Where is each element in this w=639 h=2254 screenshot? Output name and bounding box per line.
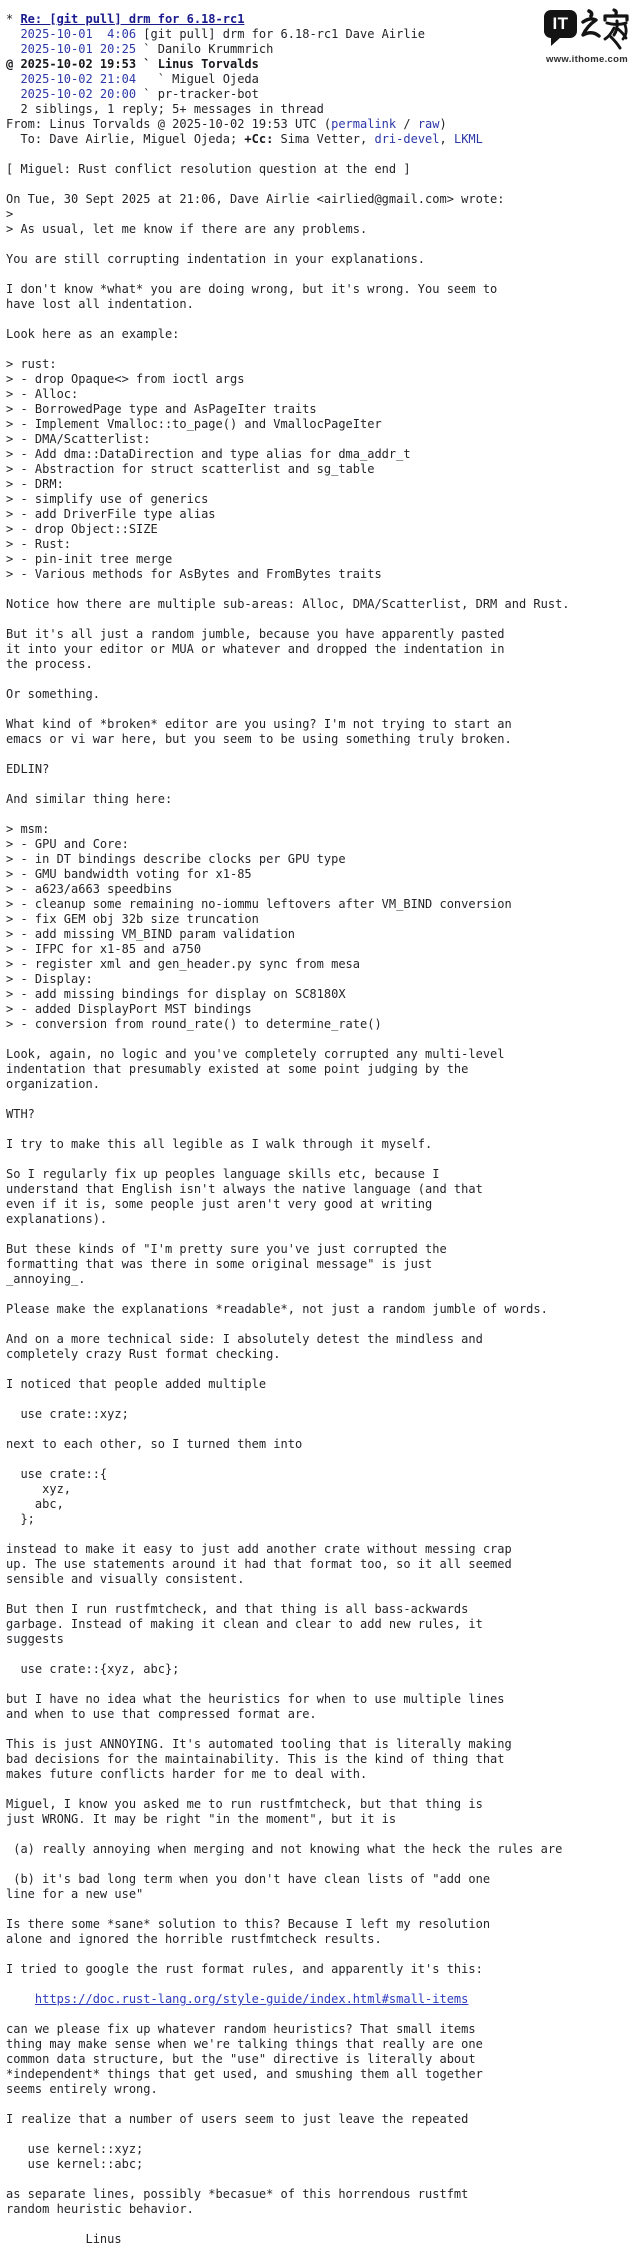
message-line [6,1917,639,1932]
text [6,27,20,41]
message-line [6,702,639,717]
message-line [6,1482,639,1497]
lkml-link[interactable]: LKML [453,132,483,146]
text: instead to make it easy to just add another crate without messing crap [6,1542,512,1556]
text: I tried to google the rust format rules, and apparently it's this: [6,1962,483,1976]
message-line [6,192,639,207]
text: 2 siblings, 1 reply; 5+ messages in thread [6,102,324,116]
message-line [6,897,639,912]
message-line [6,1857,639,1872]
text: > - simplify use of generics [6,492,209,506]
message-line [6,1437,639,1452]
text: use kernel::abc; [6,2157,144,2171]
message-line [6,597,639,612]
message-line [6,1542,639,1557]
text: > - pin-init tree merge [6,552,173,566]
ithome-logo-cjk-icon [581,8,631,50]
message-line [6,2022,639,2037]
message-line [6,1122,639,1137]
message-line [6,1152,639,1167]
message-line [6,1347,639,1362]
text: > - add missing VM_BIND param validation [6,927,295,941]
message-line [6,852,639,867]
message-line [6,1032,639,1047]
message-line [6,1047,639,1062]
message-line [6,1287,639,1302]
text: seems entirely wrong. [6,2082,158,2096]
message-line [6,1527,639,1542]
message-line [6,477,639,492]
thread-overview-line [6,87,639,102]
message-line [6,2202,639,2217]
text: can we please fix up whatever random heuristics? That small items [6,2022,476,2036]
message-line [6,2082,639,2097]
text: ` pr-tracker-bot [136,87,259,101]
text: But it's all just a random jumble, because you have apparently pasted [6,627,505,641]
text: > - add missing bindings for display on SC8180X [6,987,346,1001]
text: I realize that a number of users seem to just leave the repeated [6,2112,469,2126]
text: You are still corrupting indentation in your explanations. [6,252,426,266]
message-line [6,252,639,267]
message-line [6,642,639,657]
message-line [6,1107,639,1122]
text: use crate::{ [6,1467,108,1481]
text: > - BorrowedPage type and AsPageIter traits [6,402,317,416]
text: completely crazy Rust format checking. [6,1347,281,1361]
message-line [6,1272,639,1287]
dri-devel-link[interactable]: dri-devel [374,132,440,146]
text: but I have no idea what the heuristics for when to use multiple lines [6,1692,505,1706]
text: I noticed that people added multiple [6,1377,267,1391]
message-line [6,1572,639,1587]
text: / [396,117,418,131]
message-line [6,1557,639,1572]
text: Is there some *sane* solution to this? Because I left my resolution [6,1917,491,1931]
from-line [6,117,639,132]
message-line [6,297,639,312]
thread-stats-line [6,102,639,117]
text: ) [439,117,447,131]
text [6,42,20,56]
text: > - a623/a663 speedbins [6,882,173,896]
message-line [6,162,639,177]
message-line [6,837,639,852]
message-line [6,2142,639,2157]
message-line [6,2157,639,2172]
text: , [439,132,454,146]
text: > rust: [6,357,57,371]
text [6,72,20,86]
text: On Tue, 30 Sept 2025 at 21:06, Dave Airlie <airlied@gmail.com> wrote: [6,192,505,206]
text: > - add DriverFile type alias [6,507,216,521]
text: Or something. [6,687,100,701]
to-line [6,132,639,147]
message-line [6,627,639,642]
message-line [6,1452,639,1467]
text: > - GMU bandwidth voting for x1-85 [6,867,252,881]
message-line [6,282,639,297]
message-body [6,12,639,2247]
message-line [6,762,639,777]
text: > - Abstraction for struct scatterlist and sg_table [6,462,375,476]
text: _annoying_. [6,1272,86,1286]
message-line [6,582,639,597]
text: > - DRM: [6,477,64,491]
message-line [6,1302,639,1317]
message-line [6,1842,639,1857]
message-line [6,1002,639,1017]
message-line [6,552,639,567]
message-line [6,777,639,792]
message-line [6,2007,639,2022]
message-line [6,1017,639,1032]
message-line [6,1227,639,1242]
permalink-link[interactable]: permalink [331,117,397,131]
text: makes future conflicts harder for me to deal with. [6,1767,368,1781]
message-line [6,402,639,417]
text: I try to make this all legible as I walk through it myself. [6,1137,433,1151]
text: as separate lines, possibly *becasue* of this horrendous rustfmt [6,2187,469,2201]
message-line [6,1782,639,1797]
message-line [6,882,639,897]
text: WTH? [6,1107,35,1121]
text: But these kinds of "I'm pretty sure you've just corrupted the [6,1242,447,1256]
text: > - fix GEM obj 32b size truncation [6,912,259,926]
text: }; [6,1512,35,1526]
text: What kind of *broken* editor are you using? I'm not trying to start an [6,717,512,731]
message-line [6,1662,639,1677]
message-line [6,1212,639,1227]
text: bad decisions for the maintainability. This is the kind of thing that [6,1752,505,1766]
message-line [6,912,639,927]
message-line [6,1587,639,1602]
message-line [6,1767,639,1782]
text: use kernel::xyz; [6,2142,144,2156]
thread-title-link[interactable]: Re: [git pull] drm for 6.18-rc1 [20,12,245,26]
text: alone and ignored the horrible rustfmtcheck results. [6,1932,382,1946]
message-line [6,732,639,747]
message-line [6,147,639,162]
message-line [6,1647,639,1662]
text: Look, again, no logic and you've completely corrupted any multi-level [6,1047,505,1061]
text: Sima Vetter, [273,132,375,146]
message-line [6,2097,639,2112]
message-line [6,1362,639,1377]
message-line [6,1977,639,1992]
message-line [6,342,639,357]
text: > - conversion from round_rate() to determine_rate() [6,1017,382,1031]
message-line [6,537,639,552]
message-line [6,2187,639,2202]
text: > - Add dma::DataDirection and type alias for dma_addr_t [6,447,411,461]
text: > - IFPC for x1-85 and a750 [6,942,202,956]
text: > - drop Object::SIZE [6,522,158,536]
message-line [6,372,639,387]
message-line [6,2172,639,2187]
message-line [6,1332,639,1347]
text: > [6,207,14,221]
text: sensible and visually consistent. [6,1572,245,1586]
text: > - drop Opaque<> from ioctl args [6,372,245,386]
text: just WRONG. It may be right "in the moment", but it is [6,1812,397,1826]
message-line [6,357,639,372]
text: @ 2025-10-02 19:53 ` Linus Torvalds [6,57,259,71]
message-line [6,2127,639,2142]
speech-bubble-tail-icon [551,37,561,46]
message-line [6,1602,639,1617]
message-line [6,1317,639,1332]
message-line [6,1062,639,1077]
text: and when to use that compressed format are. [6,1707,317,1721]
text: use crate::{xyz, abc}; [6,1662,180,1676]
style-guide-link[interactable]: https://doc.rust-lang.org/style-guide/index.html#small-items [34,1992,469,2006]
text: xyz, [6,1482,72,1496]
text: > - register xml and gen_header.py sync from mesa [6,957,361,971]
text: > - Rust: [6,537,72,551]
ithome-watermark [541,8,633,65]
text: > - in DT bindings describe clocks per GPU type [6,852,346,866]
text: understand that English isn't always the native language (and that [6,1182,483,1196]
ithome-site-url: www.ithome.com [546,54,628,65]
text: > - GPU and Core: [6,837,129,851]
text: > msm: [6,822,50,836]
message-line [6,2112,639,2127]
message-line [6,237,639,252]
text: (b) it's bad long term when you don't have clean lists of "add one [6,1872,491,1886]
message-line [6,522,639,537]
ithome-logo-bubble [544,10,577,38]
message-line [6,927,639,942]
text: And on a more technical side: I absolutely detest the mindless and [6,1332,483,1346]
text [6,87,20,101]
text: EDLIN? [6,762,50,776]
message-line [6,1392,639,1407]
message-line [6,2037,639,2052]
message-line [6,1137,639,1152]
message-line [6,507,639,522]
text: > - Alloc: [6,387,79,401]
text: (a) really annoying when merging and not knowing what the heck the rules are [6,1842,563,1856]
message-line [6,1092,639,1107]
text: emacs or vi war here, but you seem to be using something truly broken. [6,732,512,746]
text: next to each other, so I turned them into [6,1437,303,1451]
message-line [6,177,639,192]
text: garbage. Instead of making it clean and clear to add new rules, it [6,1617,483,1631]
text: common data structure, but the "use" directive is literally about [6,2052,476,2066]
message-line [6,447,639,462]
message-line [6,1257,639,1272]
text: > - DMA/Scatterlist: [6,432,151,446]
message-line [6,222,639,237]
thread-date-link[interactable]: 2025-10-02 21:04 [20,72,137,86]
text: > As usual, let me know if there are any problems. [6,222,368,236]
url-line [6,1992,639,2007]
text: > - cleanup some remaining no-iommu leftovers after VM_BIND conversion [6,897,512,911]
text: indentation that presumably existed at some point judging by the [6,1062,469,1076]
message-line [6,1812,639,1827]
message-line [6,1947,639,1962]
message-line [6,1512,639,1527]
text: explanations). [6,1212,108,1226]
message-line [6,1692,639,1707]
message-line [6,1797,639,1812]
message-line [6,972,639,987]
text [6,1992,35,2006]
raw-link[interactable]: raw [417,117,440,131]
message-line [6,327,639,342]
text: the process. [6,657,93,671]
text: > - Implement Vmalloc::to_page() and VmallocPageIter [6,417,382,431]
signature-line [6,2232,639,2247]
message-line [6,1632,639,1647]
message-line [6,432,639,447]
message-line [6,1407,639,1422]
text: abc, [6,1497,64,1511]
message-line [6,657,639,672]
message-line [6,1077,639,1092]
thread-date-link[interactable]: 2025-10-02 20:00 [20,87,137,101]
message-line [6,1887,639,1902]
text: use crate::xyz; [6,1407,129,1421]
text: Notice how there are multiple sub-areas: Alloc, DMA/Scatterlist, DRM and Rust. [6,597,570,611]
text: even if it is, some people just aren't very good at writing [6,1197,433,1211]
text: up. The use statements around it had that format too, so it all seemed [6,1557,512,1571]
message-line [6,792,639,807]
text: it into your editor or MUA or whatever and dropped the indentation in [6,642,505,656]
message-line [6,1677,639,1692]
text: formatting that was there in some original message" is just [6,1257,433,1271]
message-line [6,957,639,972]
text: ` Miguel Ojeda [136,72,259,86]
message-line [6,1422,639,1437]
text: thing may make sense when we're talking things that really are one [6,2037,483,2051]
ithome-logo-text: IT [552,14,569,33]
message-line [6,867,639,882]
message-line [6,1467,639,1482]
message-line [6,717,639,732]
message-line [6,567,639,582]
text: I don't know *what* you are doing wrong, but it's wrong. You seem to [6,282,498,296]
message-line [6,1932,639,1947]
message-line [6,1707,639,1722]
message-line [6,1242,639,1257]
text: [ Miguel: Rust conflict resolution question at the end ] [6,162,411,176]
text: have lost all indentation. [6,297,194,311]
message-line [6,1737,639,1752]
message-line [6,1617,639,1632]
text: But then I run rustfmtcheck, and that thing is all bass-ackwards [6,1602,469,1616]
message-line [6,462,639,477]
text: line for a new use" [6,1887,144,1901]
message-line [6,1902,639,1917]
text: Please make the explanations *readable*, not just a random jumble of words. [6,1302,548,1316]
text: ` Danilo Krummrich [136,42,274,56]
message-line [6,1752,639,1767]
message-line [6,612,639,627]
ithome-logo [541,8,633,50]
message-line [6,1722,639,1737]
text: To: Dave Airlie, Miguel Ojeda; [6,132,245,146]
message-line [6,387,639,402]
text: Look here as an example: [6,327,180,341]
text: > - Various methods for AsBytes and FromBytes traits [6,567,382,581]
message-line [6,492,639,507]
thread-date-link[interactable]: 2025-10-01 20:25 [20,42,137,56]
message-line [6,1182,639,1197]
text: +Cc: [244,132,274,146]
thread-overview-line [6,72,639,87]
text: random heuristic behavior. [6,2202,194,2216]
message-line [6,1377,639,1392]
message-line [6,942,639,957]
message-line [6,1197,639,1212]
message-line [6,2067,639,2082]
message-line [6,207,639,222]
text: suggests [6,1632,64,1646]
message-line [6,687,639,702]
text: [git pull] drm for 6.18-rc1 Dave Airlie [136,27,426,41]
text: Linus [6,2232,122,2246]
text: * [6,12,21,26]
text: > - Display: [6,972,93,986]
message-line [6,987,639,1002]
thread-date-link[interactable]: 2025-10-01 4:06 [20,27,137,41]
message-line [6,807,639,822]
message-line [6,1827,639,1842]
message-line [6,1872,639,1887]
message-line [6,2217,639,2232]
message-line [6,1962,639,1977]
message-line [6,747,639,762]
message-line [6,2052,639,2067]
text: Miguel, I know you asked me to run rustfmtcheck, but that thing is [6,1797,483,1811]
message-line [6,312,639,327]
text: So I regularly fix up peoples language skills etc, because I [6,1167,440,1181]
message-line [6,1497,639,1512]
message-line [6,267,639,282]
message-line [6,822,639,837]
message-line [6,672,639,687]
text: This is just ANNOYING. It's automated tooling that is literally making [6,1737,512,1751]
text: > - added DisplayPort MST bindings [6,1002,252,1016]
text: *independent* things that get used, and smushing them all together [6,2067,483,2081]
message-line [6,417,639,432]
text: And similar thing here: [6,792,173,806]
text: organization. [6,1077,100,1091]
text: From: Linus Torvalds @ 2025-10-02 19:53 UTC ( [6,117,332,131]
message-line [6,1167,639,1182]
